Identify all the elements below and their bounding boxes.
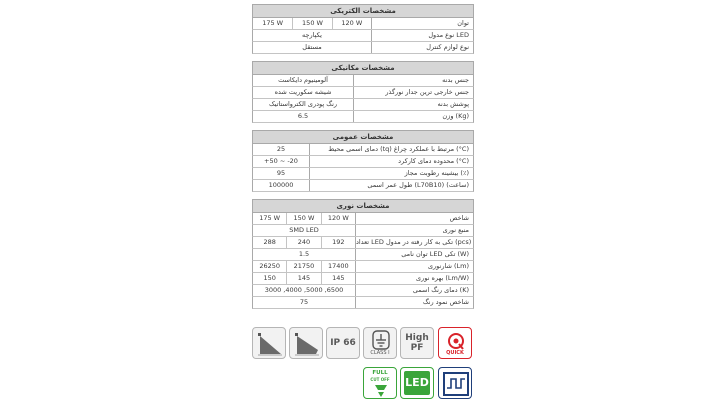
cri-label: شاخص نمود رنگ	[422, 298, 469, 306]
cri-value: 75	[299, 298, 309, 306]
surge-protection-icon	[438, 367, 472, 399]
lifetime-label: طول عمر اسمی (L70B10) (ساعت)	[367, 181, 469, 189]
led-module-row	[252, 30, 474, 42]
coating-value: رنگ پودری الکترواستاتیک	[268, 100, 338, 108]
humidity-value: 95	[276, 169, 286, 177]
pf-line1: High	[405, 333, 429, 343]
light-source-label: منبع نوری	[442, 226, 469, 234]
model-value: 175 W	[259, 214, 281, 222]
power-value: 175 W	[262, 19, 284, 27]
quick-install-badge	[438, 327, 472, 359]
light-source-value: SMD LED	[289, 226, 319, 234]
mech-row	[252, 99, 474, 111]
optical-section	[252, 199, 474, 309]
full-cutoff-line2: CUT OFF	[370, 377, 390, 382]
body-material-label: جنس بدنه	[442, 76, 469, 84]
body-material-value: آلومینیوم دایکاست	[278, 76, 328, 84]
cct-label: دمای رنگ اسمی (K)	[412, 286, 469, 294]
spec-sheet	[252, 4, 474, 316]
led-module-label: نوع مدول LED	[428, 31, 469, 39]
light-distribution-icon	[252, 327, 286, 359]
led-power-value: 1.5	[298, 250, 310, 258]
model-value: 120 W	[321, 213, 355, 224]
mech-row	[252, 111, 474, 123]
ambient-temp-label: دمای اسمی محیط (tq) مرتبط با عملکرد چراغ (°C)	[328, 145, 469, 153]
control-gear-value: مستقل	[302, 43, 322, 51]
mech-row	[252, 87, 474, 99]
efficacy-value: 145	[286, 273, 320, 284]
control-gear-row	[252, 42, 474, 54]
mechanical-title: مشخصات مکانیکی	[252, 61, 474, 75]
general-title: مشخصات عمومی	[252, 130, 474, 144]
led-count-value: 240	[286, 237, 320, 248]
efficacy-value: 150	[263, 274, 276, 282]
led-power-label: توان نامی LED تکی (W)	[401, 250, 469, 258]
lifetime-value: 100000	[268, 181, 294, 189]
coating-label: پوشش بدنه	[437, 100, 469, 108]
cct-value: 3000 ,4000 ,5000 ,6500	[264, 286, 344, 294]
optical-row	[252, 261, 474, 273]
optical-row	[252, 273, 474, 285]
flux-value: 26250	[259, 262, 280, 270]
full-cutoff-badge	[363, 367, 397, 399]
electrical-title: مشخصات الکتریکی	[252, 4, 474, 18]
humidity-label: بیشینه رطوبت مجاز (٪)	[404, 169, 469, 177]
mech-row	[252, 75, 474, 87]
model-value: 150 W	[286, 213, 320, 224]
class-i-label: CLASS I	[370, 350, 390, 356]
ip66-badge	[326, 327, 360, 359]
power-value: 150 W	[292, 18, 331, 29]
general-row	[252, 144, 474, 156]
general-row	[252, 168, 474, 180]
general-section	[252, 130, 474, 192]
efficacy-label: بهره نوری (Lm/W)	[416, 274, 469, 282]
power-value: 120 W	[332, 18, 371, 29]
electrical-section	[252, 4, 474, 54]
optical-row	[252, 297, 474, 309]
weight-label: وزن (Kg)	[442, 112, 469, 120]
pf-line2: PF	[410, 343, 424, 353]
optical-row	[252, 213, 474, 225]
optical-row	[252, 285, 474, 297]
feature-icons	[252, 327, 478, 401]
ip-rating-text: IP 66	[330, 338, 356, 348]
optical-row	[252, 237, 474, 249]
glass-label: جنس خارجی ترین جدار نورگذر	[385, 88, 469, 96]
led-module-value: یکپارچه	[302, 31, 322, 39]
general-row	[252, 156, 474, 168]
optical-title: مشخصات نوری	[252, 199, 474, 213]
led-badge	[400, 367, 434, 399]
high-pf-badge	[400, 327, 434, 359]
temp-range-label: محدوده دمای کارکرد (°C)	[398, 157, 469, 165]
led-count-value: 288	[263, 238, 276, 246]
class-i-badge	[363, 327, 397, 359]
flux-label: شارنوری (Lm)	[427, 262, 469, 270]
asymmetric-distribution-icon	[289, 327, 323, 359]
optical-row	[252, 249, 474, 261]
efficacy-value: 145	[321, 273, 355, 284]
quick-label: QUICK	[446, 350, 464, 356]
flux-value: 17400	[321, 261, 355, 272]
full-cutoff-line1: FULL	[372, 370, 388, 376]
glass-value: شیشه سکوریت شده	[274, 88, 332, 96]
weight-value: 6.5	[297, 112, 309, 120]
control-gear-label: نوع لوازم کنترل	[426, 43, 469, 51]
optical-row	[252, 225, 474, 237]
general-row	[252, 180, 474, 192]
mechanical-section	[252, 61, 474, 123]
temp-range-value: +50 ~ -20	[264, 157, 298, 165]
led-count-value: 192	[321, 237, 355, 248]
model-label: شاخص	[449, 214, 469, 222]
flux-value: 21750	[286, 261, 320, 272]
led-label: LED	[404, 371, 430, 395]
led-count-label: تعداد LED تکی به کار رفته در مدول (pcs)	[356, 238, 472, 246]
power-row	[252, 18, 474, 30]
power-label: توان	[457, 19, 469, 27]
ambient-temp-value: 25	[276, 145, 286, 153]
